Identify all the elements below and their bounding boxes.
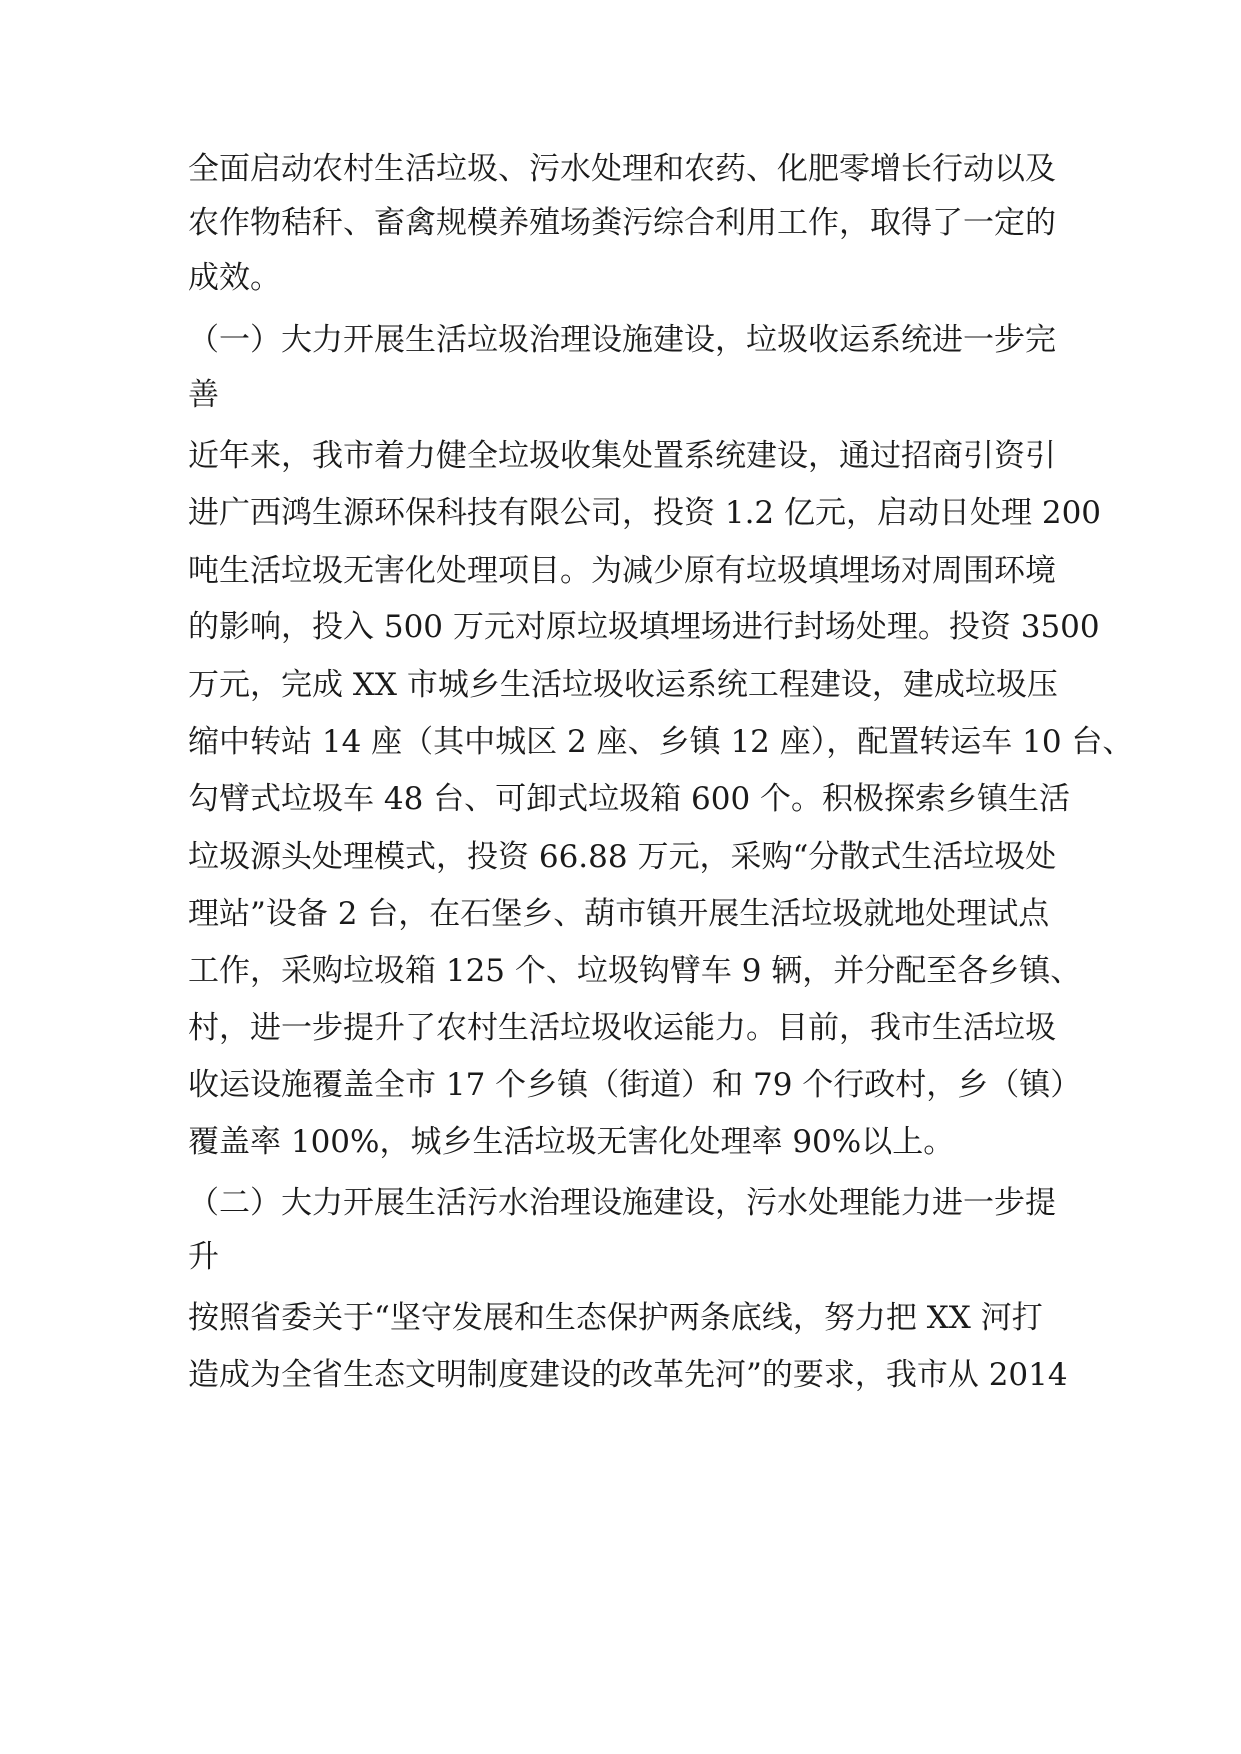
- text-line: 进广西鸿生源环保科技有限公司，投资 1.2 亿元，启动日处理 200: [188, 495, 1102, 531]
- text-line: 造成为全省生态文明制度建设的改革先河”的要求，我市从 2014: [188, 1357, 1068, 1393]
- text-line: 工作，采购垃圾箱 125 个、垃圾钩臂车 9 辆，并分配至各乡镇、: [188, 953, 1082, 989]
- text-line: 覆盖率 100%，城乡生活垃圾无害化处理率 90%以上。: [188, 1124, 955, 1160]
- text-line: 理站”设备 2 台，在石堡乡、葫市镇开展生活垃圾就地处理试点: [188, 896, 1050, 932]
- text-line: 吨生活垃圾无害化处理项目。为减少原有垃圾填埋场对周围环境: [188, 553, 1056, 589]
- text-line: 近年来，我市着力健全垃圾收集处置系统建设，通过招商引资引: [188, 438, 1056, 474]
- text-line: 农作物秸秆、畜禽规模养殖场粪污综合利用工作，取得了一定的: [188, 205, 1056, 241]
- text-line: 全面启动农村生活垃圾、污水处理和农药、化肥零增长行动以及: [188, 151, 1056, 187]
- text-line: 缩中转站 14 座（其中城区 2 座、乡镇 12 座），配置转运车 10 台、: [188, 724, 1134, 760]
- section-heading-1-cont: 善: [188, 377, 219, 413]
- text-line: 村，进一步提升了农村生活垃圾收运能力。目前，我市生活垃圾: [188, 1010, 1056, 1046]
- section-heading-2: （二）大力开展生活污水治理设施建设，污水处理能力进一步提: [188, 1185, 1056, 1221]
- text-line: 成效。: [188, 260, 281, 296]
- text-line: 垃圾源头处理模式，投资 66.88 万元，采购“分散式生活垃圾处: [188, 839, 1057, 875]
- text-line: 按照省委关于“坚守发展和生态保护两条底线，努力把 XX 河打: [188, 1300, 1043, 1336]
- text-line: 万元，完成 XX 市城乡生活垃圾收运系统工程建设，建成垃圾压: [188, 667, 1058, 703]
- text-line: 的影响，投入 500 万元对原垃圾填埋场进行封场处理。投资 3500: [188, 609, 1100, 645]
- section-heading-2-cont: 升: [188, 1239, 219, 1275]
- section-heading-1: （一）大力开展生活垃圾治理设施建设，垃圾收运系统进一步完: [188, 322, 1056, 358]
- text-line: 勾臂式垃圾车 48 台、可卸式垃圾箱 600 个。积极探索乡镇生活: [188, 781, 1071, 817]
- text-line: 收运设施覆盖全市 17 个乡镇（街道）和 79 个行政村，乡（镇）: [188, 1067, 1082, 1103]
